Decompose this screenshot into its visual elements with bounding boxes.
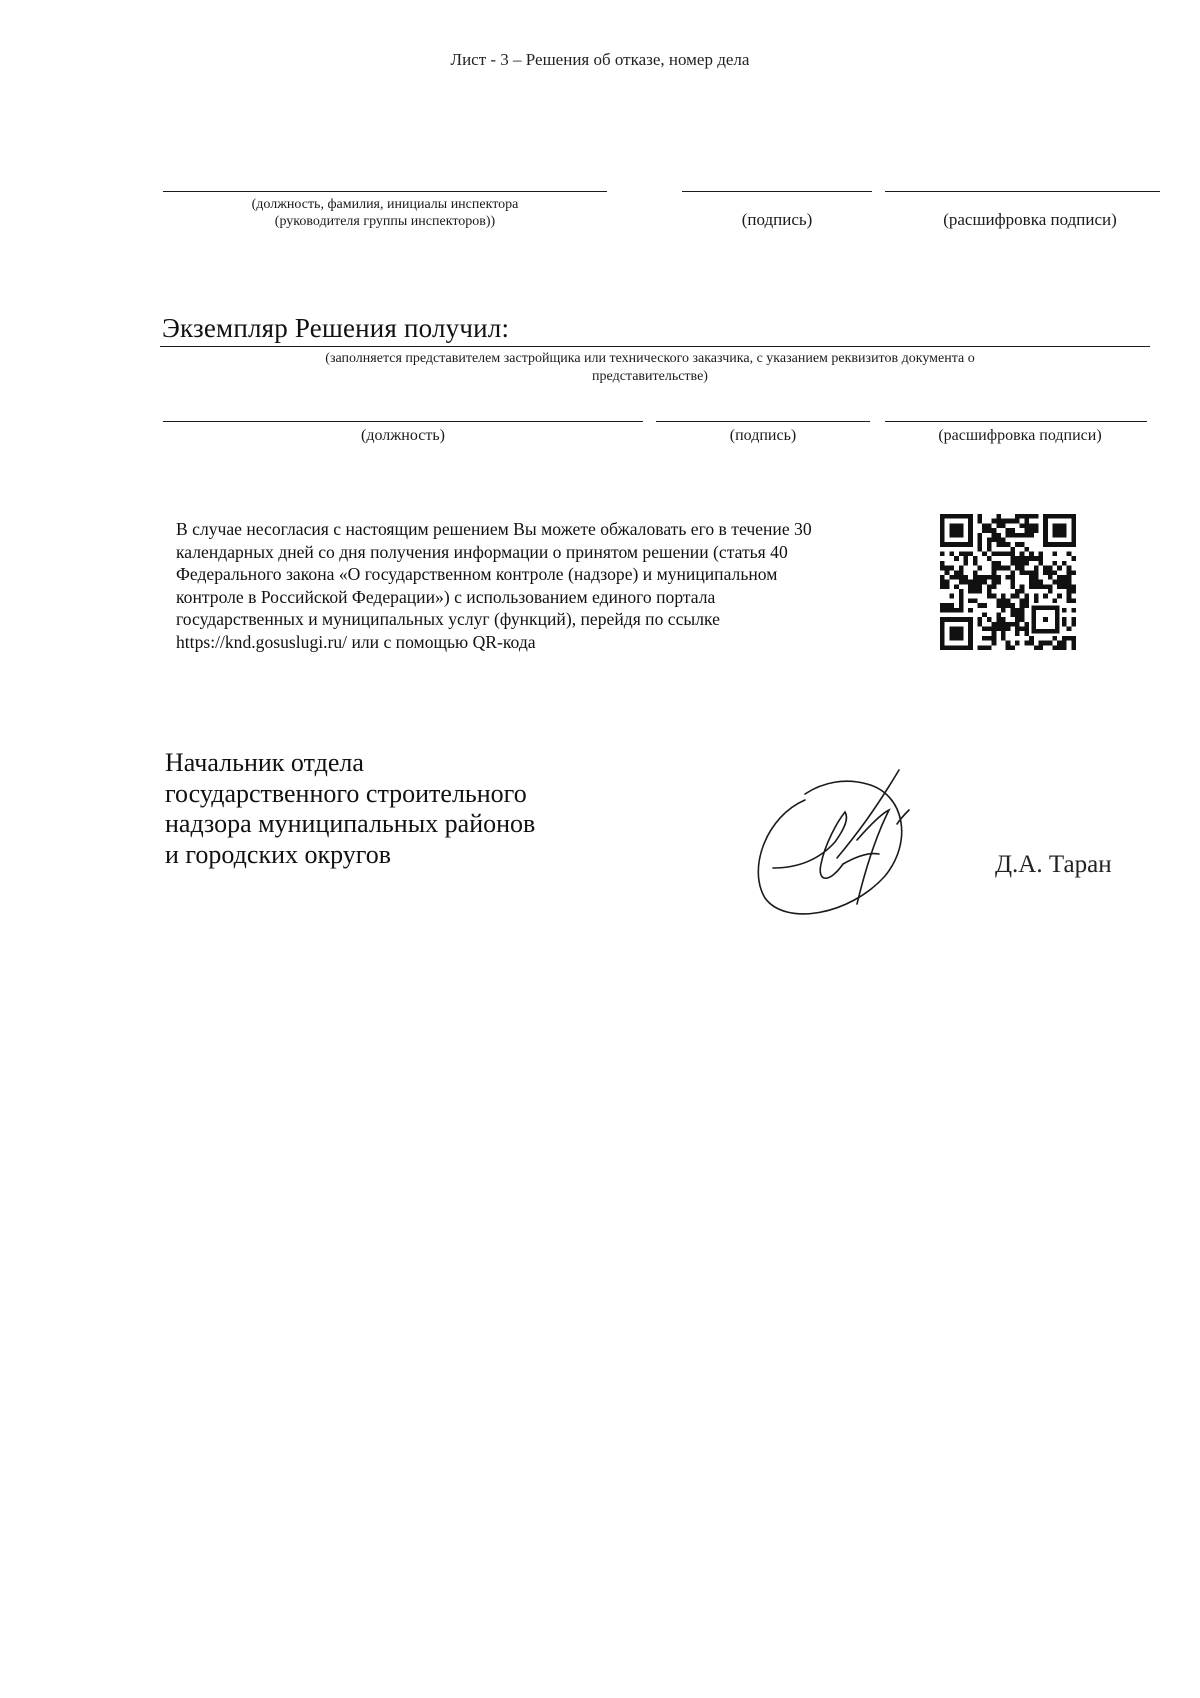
received-note-line2: представительстве)	[592, 369, 708, 384]
inspector-position-caption-line1: (должность, фамилия, инициалы инспектора	[251, 197, 519, 212]
signatory-title-line: и городских округов	[165, 839, 392, 869]
recipient-position-line	[163, 421, 643, 422]
signatory-title	[165, 748, 535, 870]
received-title-line	[160, 346, 1150, 347]
appeal-line: календарных дней со дня получения информации о принятом решении (статья 40	[176, 541, 788, 562]
page-header: Лист - 3 – Решения об отказе, номер дела	[450, 50, 750, 69]
inspector-decoding-line	[885, 191, 1160, 192]
received-note-line1: (заполняется представителем застройщика или технического заказчика, с указанием реквизитов документа о	[325, 351, 975, 366]
received-note	[215, 350, 1085, 386]
received-title: Экземпляр Решения получил:	[162, 313, 510, 343]
recipient-signature-caption: (подпись)	[729, 427, 797, 444]
signatory-title-line: государственного строительного	[165, 778, 527, 808]
inspector-signature-caption: (подпись)	[741, 210, 813, 229]
inspector-decoding-caption: (расшифровка подписи)	[943, 210, 1117, 229]
appeal-line: контроле в Российской Федерации») с использованием единого портала	[176, 586, 716, 607]
handwritten-signature	[745, 764, 925, 924]
appeal-line: https://knd.gosuslugi.ru/ или с помощью QR-кода	[176, 631, 536, 652]
signatory-title-line: Начальник отдела	[165, 748, 364, 777]
signatory-name: Д.А. Таран	[995, 851, 1112, 878]
inspector-signature-line	[682, 191, 872, 192]
recipient-position-caption: (должность)	[361, 427, 445, 444]
signatory-title-line: надзора муниципальных районов	[165, 809, 536, 838]
appeal-line: В случае несогласия с настоящим решением Вы можете обжаловать его в течение 30	[176, 519, 812, 539]
inspector-position-caption	[163, 196, 607, 230]
qr-code	[940, 514, 1076, 650]
inspector-position-caption-line2: (руководителя группы инспекторов))	[274, 214, 496, 229]
appeal-line: государственных и муниципальных услуг (функций), перейдя по ссылке	[176, 609, 720, 629]
recipient-decoding-caption: (расшифровка подписи)	[938, 427, 1102, 444]
appeal-line: Федерального закона «О государственном контроле (надзоре) и муниципальном	[176, 564, 778, 584]
appeal-text	[176, 518, 921, 653]
inspector-position-line	[163, 191, 607, 192]
recipient-decoding-line	[885, 421, 1147, 422]
recipient-signature-line	[656, 421, 870, 422]
